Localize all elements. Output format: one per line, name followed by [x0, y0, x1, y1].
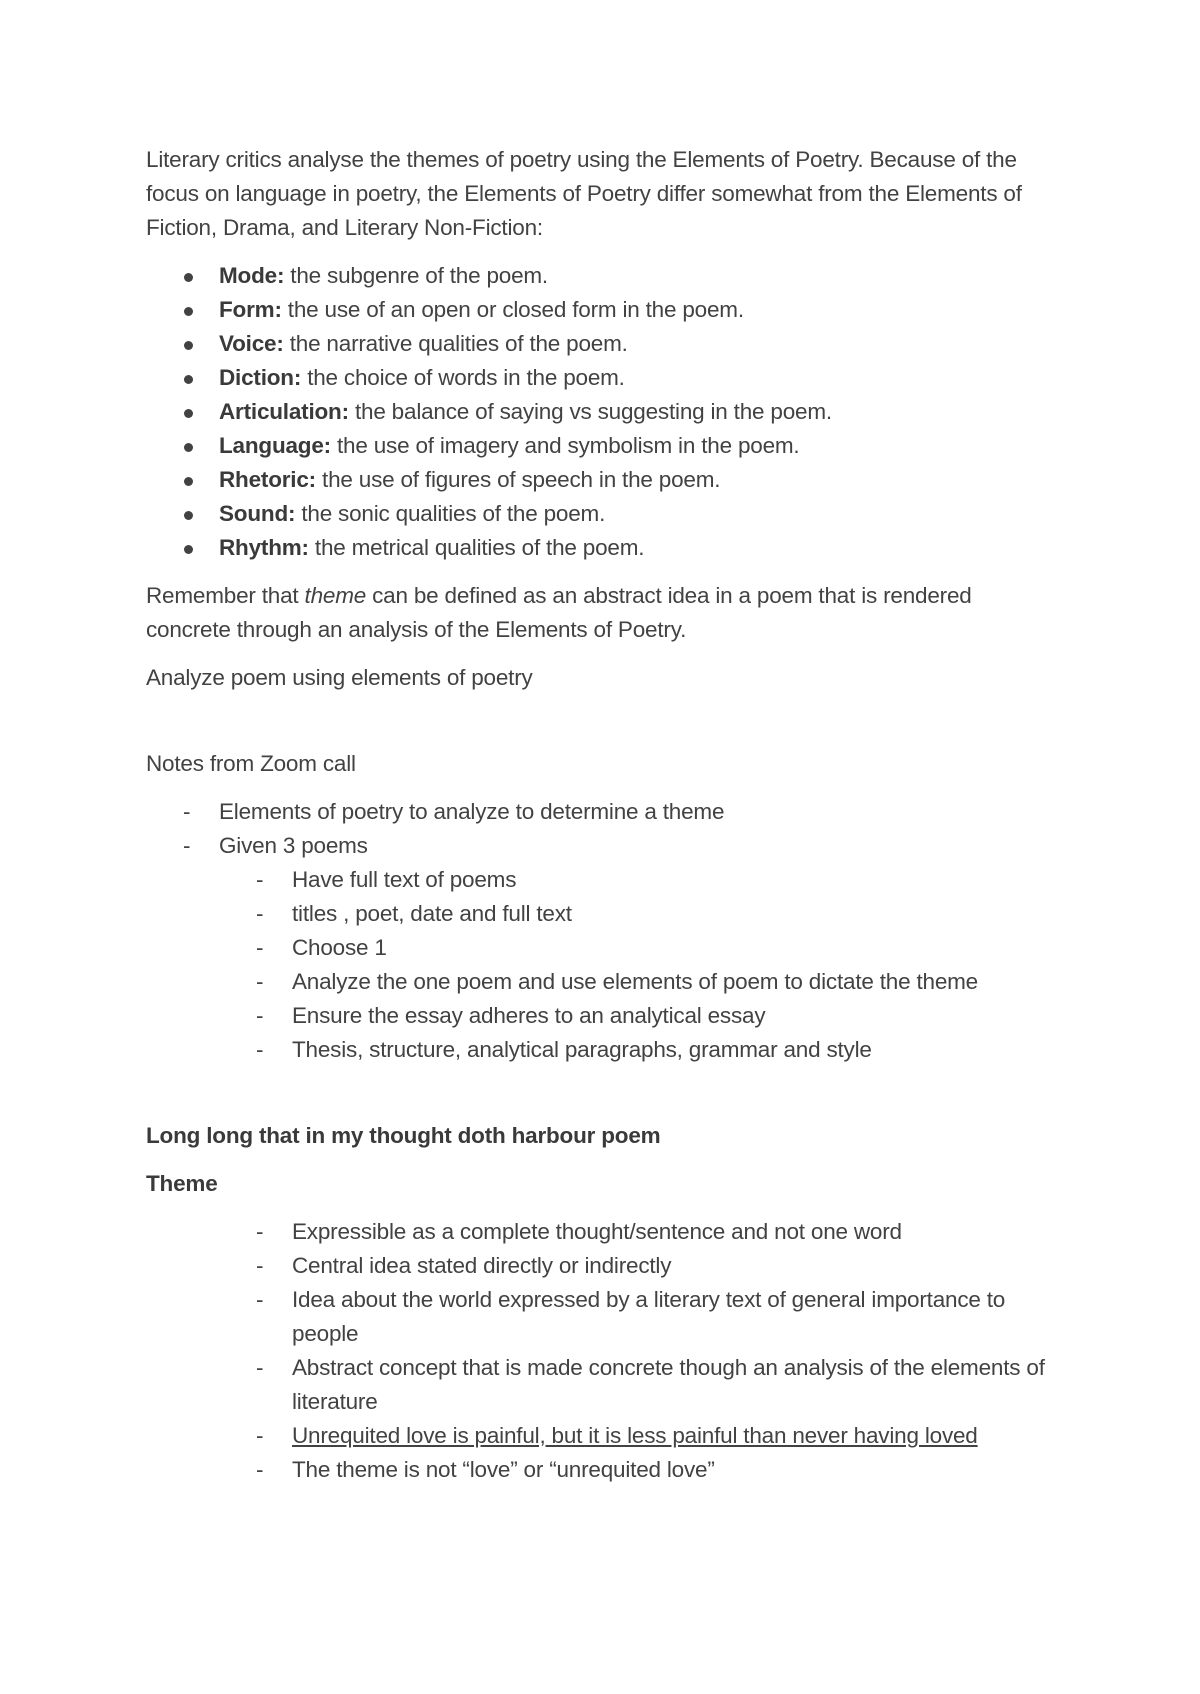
notes-sublist	[146, 863, 1056, 1067]
underlined-theme-statement: Unrequited love is painful, but it is less painful than never having loved	[292, 1423, 978, 1448]
element-term: Language:	[219, 433, 331, 458]
element-desc: the subgenre of the poem.	[284, 263, 548, 288]
list-item	[146, 531, 1056, 565]
dash-icon: -	[256, 1219, 264, 1244]
list-item	[146, 497, 1056, 531]
list-item	[146, 361, 1056, 395]
bullet-icon	[184, 477, 193, 486]
bullet-icon	[184, 375, 193, 384]
list-item: - Given 3 poems	[146, 829, 1056, 863]
element-term: Articulation:	[219, 399, 349, 424]
dash-icon: -	[183, 833, 191, 858]
list-item	[146, 429, 1056, 463]
dash-icon: -	[256, 1287, 264, 1312]
list-item	[146, 463, 1056, 497]
dash-icon: -	[256, 867, 264, 892]
dash-icon: -	[256, 1423, 264, 1448]
list-item: - Choose 1	[146, 931, 1056, 965]
element-term: Diction:	[219, 365, 302, 390]
element-desc: the narrative qualities of the poem.	[283, 331, 628, 356]
bullet-icon	[184, 545, 193, 554]
list-item: - The theme is not “love” or “unrequited love”	[146, 1453, 1056, 1487]
list-item	[146, 259, 1056, 293]
theme-list	[146, 1215, 1056, 1487]
list-item: - titles , poet, date and full text	[146, 897, 1056, 931]
bullet-icon	[184, 409, 193, 418]
list-item: - Central idea stated directly or indirectly	[146, 1249, 1056, 1283]
theme-heading: Theme	[146, 1171, 218, 1196]
dash-icon: -	[256, 1037, 264, 1062]
notes-heading: Notes from Zoom call	[146, 751, 356, 776]
list-item	[146, 1419, 1056, 1453]
bullet-icon	[184, 307, 193, 316]
list-item: - Analyze the one poem and use elements of poem to dictate the theme	[146, 965, 1056, 999]
element-term: Mode:	[219, 263, 285, 288]
element-term: Voice:	[219, 331, 284, 356]
list-item: - Ensure the essay adheres to an analytical essay	[146, 999, 1056, 1033]
list-item	[146, 327, 1056, 361]
element-desc: the use of an open or closed form in the poem.	[281, 297, 744, 322]
element-desc: the sonic qualities of the poem.	[295, 501, 606, 526]
list-item	[146, 395, 1056, 429]
list-item: - Expressible as a complete thought/sentence and not one word	[146, 1215, 1056, 1249]
document-page	[146, 143, 1056, 1487]
list-item: - Abstract concept that is made concrete though an analysis of the elements of literature	[146, 1351, 1056, 1419]
analyze-instruction: Analyze poem using elements of poetry	[146, 665, 533, 690]
list-item: - Idea about the world expressed by a literary text of general importance to people	[146, 1283, 1056, 1351]
bullet-icon	[184, 443, 193, 452]
dash-icon: -	[256, 901, 264, 926]
dash-icon: -	[183, 799, 191, 824]
element-desc: the use of imagery and symbolism in the poem.	[330, 433, 800, 458]
elements-list	[146, 259, 1056, 565]
list-item	[146, 293, 1056, 327]
bullet-icon	[184, 341, 193, 350]
dash-icon: -	[256, 935, 264, 960]
theme-italic-word: theme	[304, 583, 367, 608]
element-term: Rhythm:	[219, 535, 309, 560]
element-term: Sound:	[219, 501, 296, 526]
list-item: - Have full text of poems	[146, 863, 1056, 897]
element-desc: the choice of words in the poem.	[301, 365, 625, 390]
intro-paragraph: Literary critics analyse the themes of poetry using the Elements of Poetry. Because of the focus on language in poetry, the Elements of Poetry differ somewhat from the Elements of Fiction, Drama, and Literary Non-Fiction:	[146, 147, 1022, 240]
list-item: - Thesis, structure, analytical paragraphs, grammar and style	[146, 1033, 1056, 1067]
bullet-icon	[184, 273, 193, 282]
dash-icon: -	[256, 1355, 264, 1380]
element-desc: the use of figures of speech in the poem.	[315, 467, 721, 492]
element-desc: the balance of saying vs suggesting in the poem.	[348, 399, 832, 424]
element-desc: the metrical qualities of the poem.	[308, 535, 645, 560]
bullet-icon	[184, 511, 193, 520]
dash-icon: -	[256, 1003, 264, 1028]
notes-list	[146, 795, 1056, 863]
poem-title-heading: Long long that in my thought doth harbour poem	[146, 1123, 661, 1148]
dash-icon: -	[256, 1253, 264, 1278]
dash-icon: -	[256, 1457, 264, 1482]
list-item: - Elements of poetry to analyze to determine a theme	[146, 795, 1056, 829]
element-term: Rhetoric:	[219, 467, 316, 492]
element-term: Form:	[219, 297, 282, 322]
dash-icon: -	[256, 969, 264, 994]
theme-definition-paragraph: Remember that theme can be defined as an abstract idea in a poem that is rendered concrete through an analysis of the Elements of Poetry.	[146, 583, 972, 642]
